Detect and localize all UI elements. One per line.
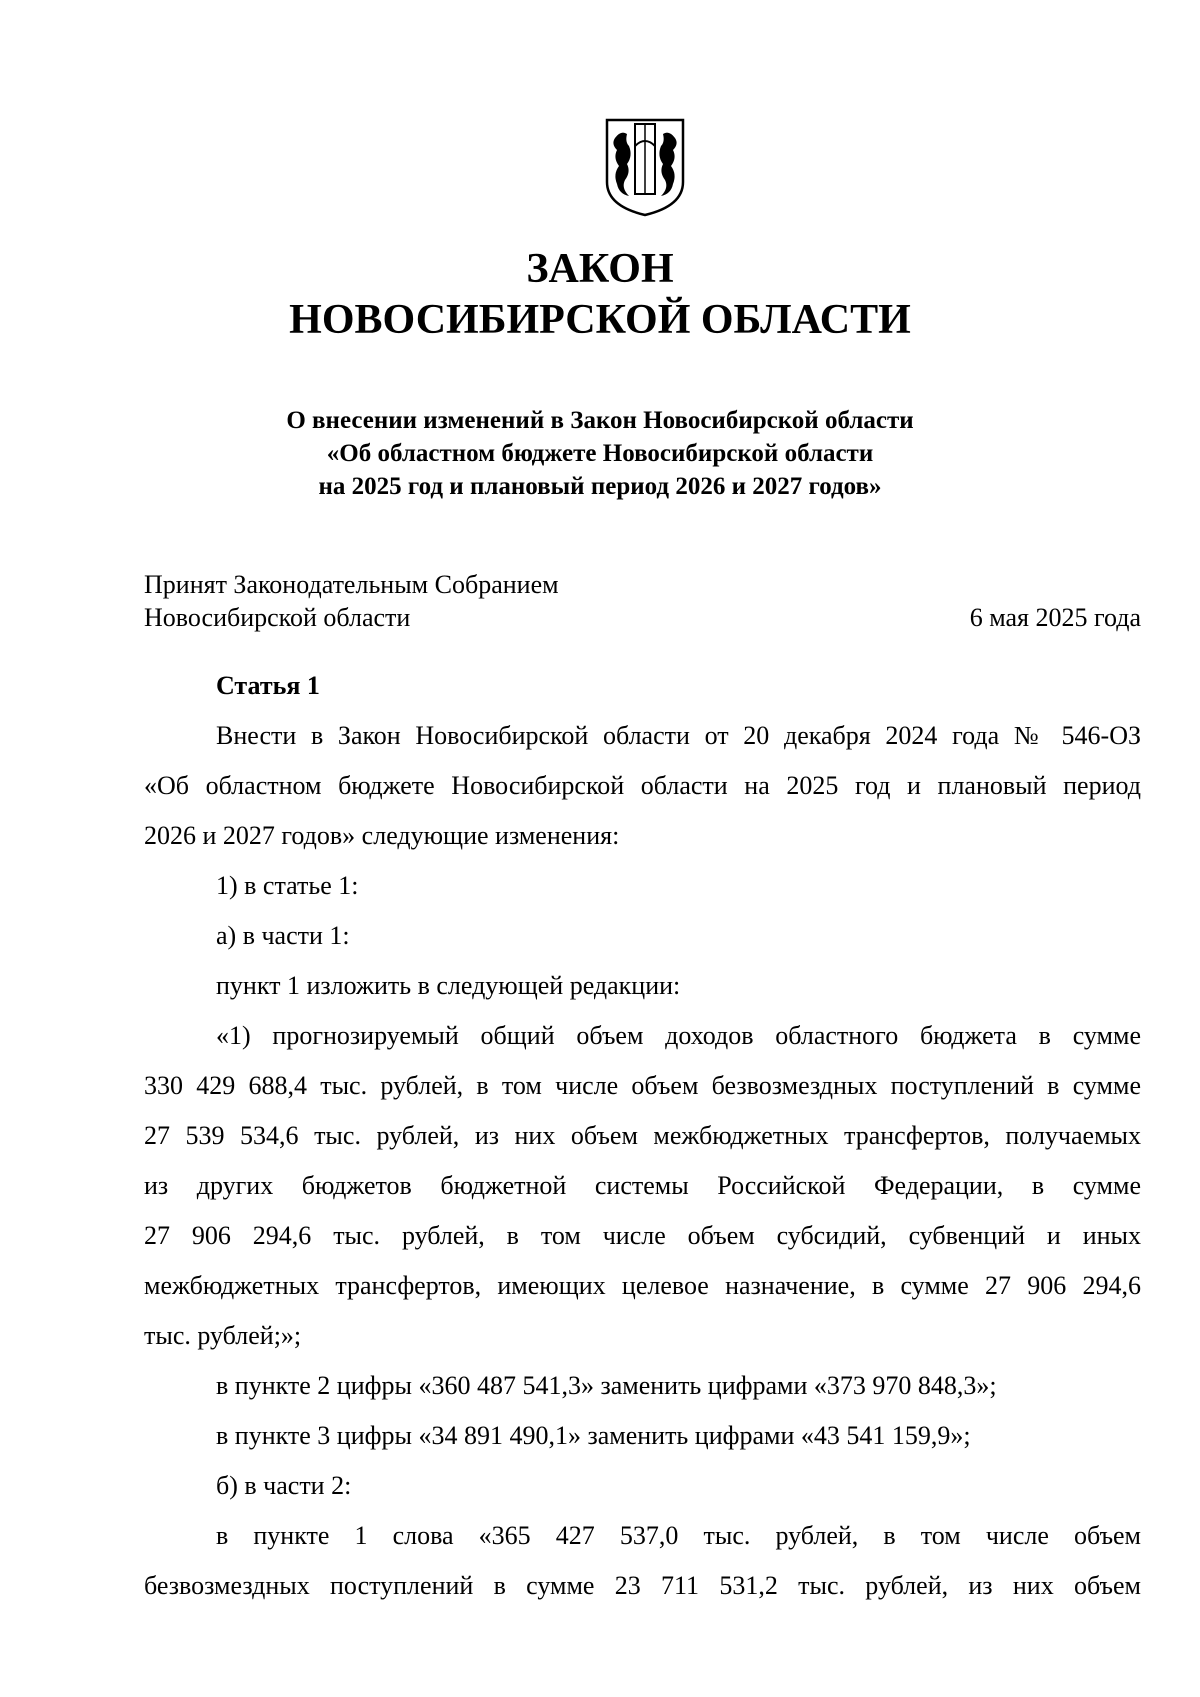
body-line: в пункте 2 цифры «360 487 541,3» заменить цифрами «373 970 848,3»; <box>216 1371 997 1400</box>
body-line: а) в части 1: <box>216 921 350 950</box>
body-line: «Об областном бюджете Новосибирской области на 2025 год и плановый период <box>144 771 1141 800</box>
body-line: межбюджетных трансфертов, имеющих целевое назначение, в сумме 27 906 294,6 <box>144 1271 1141 1300</box>
document-subtitle-line1: О внесении изменений в Закон Новосибирской области <box>286 407 914 434</box>
adopted-by-line2: Новосибирской области <box>144 603 411 632</box>
body-line: Внести в Закон Новосибирской области от 20 декабря 2024 года № 546-ОЗ <box>216 721 1141 750</box>
article-heading: Статья 1 <box>216 671 320 700</box>
document-subtitle-line2: «Об областном бюджете Новосибирской области <box>326 440 874 467</box>
body-line: в пункте 3 цифры «34 891 490,1» заменить цифрами «43 541 159,9»; <box>216 1421 971 1450</box>
body-line: 330 429 688,4 тыс. рублей, в том числе объем безвозмездных поступлений в сумме <box>144 1071 1141 1100</box>
coat-of-arms-icon <box>603 116 687 218</box>
body-line: в пункте 1 слова «365 427 537,0 тыс. рублей, в том числе объем <box>216 1521 1141 1550</box>
body-line: пункт 1 изложить в следующей редакции: <box>216 971 681 1000</box>
adopted-by-line1: Принят Законодательным Собранием <box>144 570 559 599</box>
document-subtitle-line3: на 2025 год и плановый период 2026 и 2027 годов» <box>318 473 882 500</box>
body-line: безвозмездных поступлений в сумме 23 711 531,2 тыс. рублей, из них объем <box>144 1571 1141 1600</box>
document-title-line1: ЗАКОН <box>526 246 674 292</box>
adoption-date: 6 мая 2025 года <box>969 603 1141 632</box>
body-line: 2026 и 2027 годов» следующие изменения: <box>144 821 620 850</box>
document-title-line2: НОВОСИБИРСКОЙ ОБЛАСТИ <box>289 297 911 343</box>
body-line: из других бюджетов бюджетной системы Российской Федерации, в сумме <box>144 1171 1141 1200</box>
body-line: «1) прогнозируемый общий объем доходов областного бюджета в сумме <box>216 1021 1141 1050</box>
body-line: б) в части 2: <box>216 1471 352 1500</box>
body-line: 1) в статье 1: <box>216 871 359 900</box>
body-line: 27 906 294,6 тыс. рублей, в том числе объем субсидий, субвенций и иных <box>144 1221 1141 1250</box>
body-line: 27 539 534,6 тыс. рублей, из них объем межбюджетных трансфертов, получаемых <box>144 1121 1141 1150</box>
body-line: тыс. рублей;»; <box>144 1321 302 1350</box>
